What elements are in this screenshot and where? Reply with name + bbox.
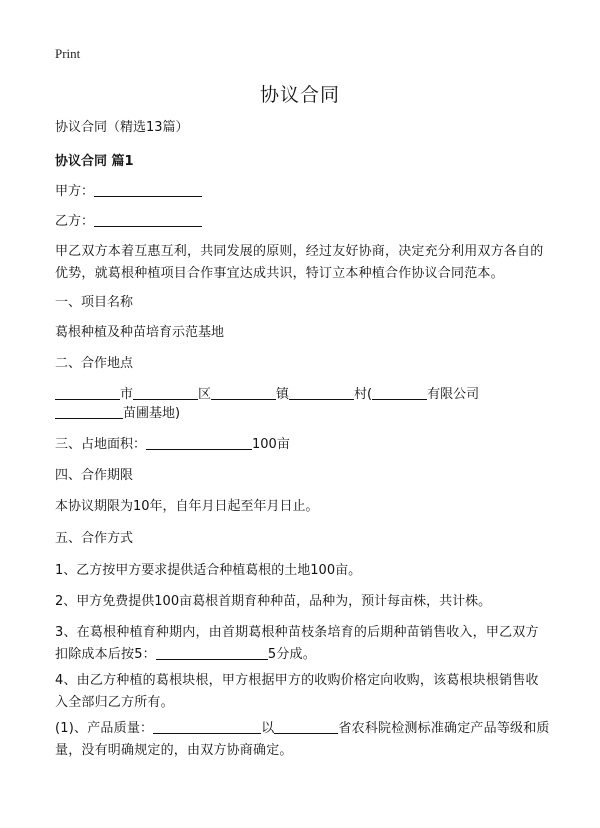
nursery-blank [55, 404, 123, 419]
quality-clause [55, 718, 550, 762]
area-unit: 100亩 [252, 437, 290, 452]
area-line [55, 434, 290, 456]
share-blank [156, 645, 268, 660]
quality-blank-1 [153, 719, 261, 734]
section-5-heading: 五、合作方式 [55, 531, 134, 546]
section-2-heading: 二、合作地点 [55, 356, 134, 371]
location-line-2 [55, 403, 180, 425]
section-heading: 协议合同 篇1 [55, 154, 134, 169]
section-3-heading: 三、占地面积： [55, 437, 147, 452]
area-blank [146, 435, 252, 450]
print-label[interactable]: Print [55, 46, 81, 61]
section-5-item-1: 1、乙方按甲方要求提供适合种植葛根的土地100亩。 [55, 563, 362, 578]
district-blank [133, 385, 198, 400]
section-4-heading: 四、合作期限 [55, 468, 134, 483]
item-3-text: 3、在葛根种植育种期内，由首期葛根种苗枝条培育的后期种苗销售收入，甲乙双方扣除成本后按5： [55, 625, 539, 662]
quality-mid: 以 [261, 721, 275, 736]
section-1-heading: 一、项目名称 [55, 295, 134, 310]
village-label: 村( [354, 387, 373, 402]
district-label: 区 [198, 387, 212, 402]
section-4-content: 本协议期限为10年，自年月日起至年月日止。 [55, 499, 319, 514]
quality-blank-2 [274, 719, 338, 734]
town-blank [211, 385, 276, 400]
nursery-label: 苗圃基地) [123, 406, 181, 421]
subtitle: 协议合同（精选13篇） [55, 120, 189, 135]
city-blank [55, 385, 120, 400]
party-a-label: 甲方： [55, 184, 95, 199]
document-title: 协议合同 [259, 84, 340, 106]
city-label: 市 [120, 387, 134, 402]
quality-label: (1)、产品质量： [55, 721, 154, 736]
town-label: 镇 [276, 387, 290, 402]
section-5-item-4: 4、由乙方种植的葛根块根，甲方根据甲方的收购价格定向收购，该葛根块根销售收入全部归乙方所有。 [55, 673, 539, 710]
village-blank [289, 385, 354, 400]
party-a-blank [94, 182, 202, 197]
company-blank [372, 385, 427, 400]
item-3-suffix: 5分成。 [267, 647, 316, 662]
party-b-label: 乙方： [55, 214, 95, 229]
section-5-item-3 [55, 622, 550, 666]
party-b-blank [94, 212, 202, 227]
quality-text: 省农科院检测标准确定产品等级和质量，没有明确规定的，由双方协商确定。 [55, 721, 550, 758]
section-1-content: 葛根种植及种苗培育示范基地 [55, 325, 225, 340]
party-b-line [55, 211, 202, 233]
company-label: 有限公司 [427, 387, 480, 402]
party-a-line [55, 181, 202, 203]
intro-paragraph: 甲乙双方本着互惠互利，共同发展的原则，经过友好协商，决定充分利用双方各自的优势，就葛根种植项目合作事宜达成共识，特订立本种植合作协议合同范本。 [55, 244, 544, 281]
section-5-item-2: 2、甲方免费提供100亩葛根首期育种种苗，品种为，预计每亩株，共计株。 [55, 594, 492, 609]
